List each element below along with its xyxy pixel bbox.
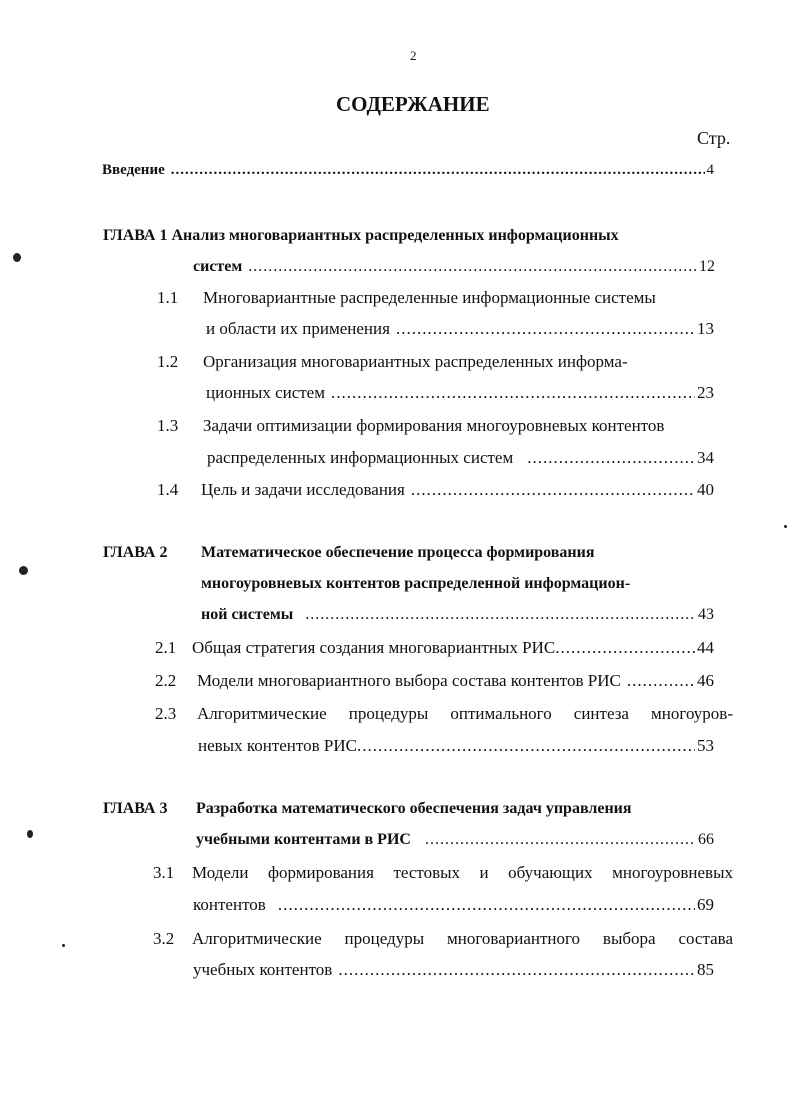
section-number: 2.1	[155, 638, 177, 657]
leader-dots	[627, 671, 695, 691]
chapter-2-page: 43	[698, 606, 714, 623]
section-title-line1[interactable]: Алгоритмические процедуры многовариантного выбора состава	[192, 929, 733, 948]
chapter-2-title-line3: ной системы	[201, 606, 294, 623]
toc-entry-intro[interactable]	[102, 160, 714, 180]
chapter-2-label: ГЛАВА 2	[103, 544, 168, 561]
chapter-1-label: ГЛАВА 1	[103, 227, 168, 244]
chapter-3-page: 66	[698, 831, 714, 848]
section-title-line2: распределенных информационных систем	[207, 448, 514, 467]
section-2-3-cont[interactable]	[198, 736, 714, 756]
chapter-1-title-line1: Анализ многовариантных распределенных информационных	[171, 227, 619, 244]
section-title-line2: и области их применения	[206, 319, 390, 338]
section-1-1-cont[interactable]	[206, 319, 714, 339]
section-title-line2: ционных систем	[206, 383, 325, 402]
leader-dots	[331, 383, 695, 403]
leader-dots	[305, 605, 696, 625]
section-number: 1.1	[157, 288, 179, 307]
leader-dots	[338, 960, 695, 980]
page-column-header: Стр.	[697, 128, 731, 148]
leader-dots	[527, 448, 695, 468]
leader-dots	[171, 160, 705, 180]
scan-speck	[62, 944, 65, 947]
section-title-line1[interactable]: Алгоритмические процедуры оптимального синтеза многоуров-	[197, 704, 733, 723]
section-page: 23	[697, 383, 714, 402]
leader-dots	[357, 736, 695, 756]
section-1-3-cont[interactable]	[207, 448, 714, 468]
section-2-1[interactable]	[192, 638, 714, 658]
chapter-3-label: ГЛАВА 3	[103, 800, 168, 817]
section-page: 69	[697, 895, 714, 914]
section-number: 1.2	[157, 352, 179, 371]
chapter-3-title-cont[interactable]	[196, 830, 714, 850]
section-number: 1.4	[157, 480, 179, 499]
chapter-1-page: 12	[699, 258, 715, 275]
section-1-2-cont[interactable]	[206, 383, 714, 403]
section-title-line2: контентов	[193, 895, 266, 914]
page-number: 2	[410, 48, 417, 63]
section-title-line1: Общая стратегия создания многовариантных РИС	[192, 638, 556, 657]
chapter-1-title-line2: систем	[193, 258, 243, 275]
scan-mark	[19, 566, 28, 575]
toc-entry-page: 4	[706, 162, 714, 178]
section-page: 46	[697, 671, 714, 690]
section-number: 1.3	[157, 416, 179, 435]
leader-dots	[411, 480, 695, 500]
section-2-2[interactable]	[197, 671, 714, 691]
chapter-2-title-line2[interactable]: многоуровневых контентов распределенной информацион-	[201, 575, 631, 592]
section-page: 34	[697, 448, 714, 467]
leader-dots	[396, 319, 695, 339]
section-title-line1[interactable]: Модели формирования тестовых и обучающих многоуровневых	[192, 863, 733, 882]
leader-dots	[248, 257, 697, 277]
section-number: 3.1	[153, 863, 175, 882]
section-title-line1[interactable]: Задачи оптимизации формирования многоуровневых контентов	[203, 416, 665, 435]
chapter-3-title-line2: учебными контентами в РИС	[196, 831, 411, 848]
leader-dots	[555, 638, 695, 658]
section-page: 40	[697, 480, 714, 499]
leader-dots	[425, 830, 696, 850]
section-number: 2.2	[155, 671, 177, 690]
section-number: 2.3	[155, 704, 177, 723]
section-title-line1[interactable]: Организация многовариантных распределенных информа-	[203, 352, 628, 371]
chapter-3-title-line1[interactable]: Разработка математического обеспечения задач управления	[196, 800, 632, 817]
chapter-1-heading[interactable]	[103, 226, 619, 246]
section-3-2-cont[interactable]	[193, 960, 714, 980]
section-page: 53	[697, 736, 714, 755]
section-title-line1: Цель и задачи исследования	[201, 480, 405, 499]
chapter-2-title-cont[interactable]	[201, 605, 714, 625]
leader-dots	[278, 895, 695, 915]
section-title-line1: Модели многовариантного выбора состава контентов РИС	[197, 671, 621, 690]
section-1-4[interactable]	[201, 480, 714, 500]
section-title-line2: невых контентов РИС	[198, 736, 357, 755]
page-title: СОДЕРЖАНИЕ	[336, 92, 490, 116]
scan-speck	[784, 525, 787, 528]
section-number: 3.2	[153, 929, 175, 948]
toc-entry-label: Введение	[102, 162, 165, 178]
chapter-2-title-line1[interactable]: Математическое обеспечение процесса формирования	[201, 544, 595, 561]
scan-mark	[13, 253, 21, 262]
section-3-1-cont[interactable]	[193, 895, 714, 915]
section-page: 85	[697, 960, 714, 979]
scan-mark	[27, 830, 33, 838]
section-title-line1[interactable]: Многовариантные распределенные информационные системы	[203, 288, 656, 307]
section-page: 13	[697, 319, 714, 338]
section-title-line2: учебных контентов	[193, 960, 333, 979]
chapter-1-title-cont[interactable]	[193, 257, 715, 277]
section-page: 44	[697, 638, 714, 657]
